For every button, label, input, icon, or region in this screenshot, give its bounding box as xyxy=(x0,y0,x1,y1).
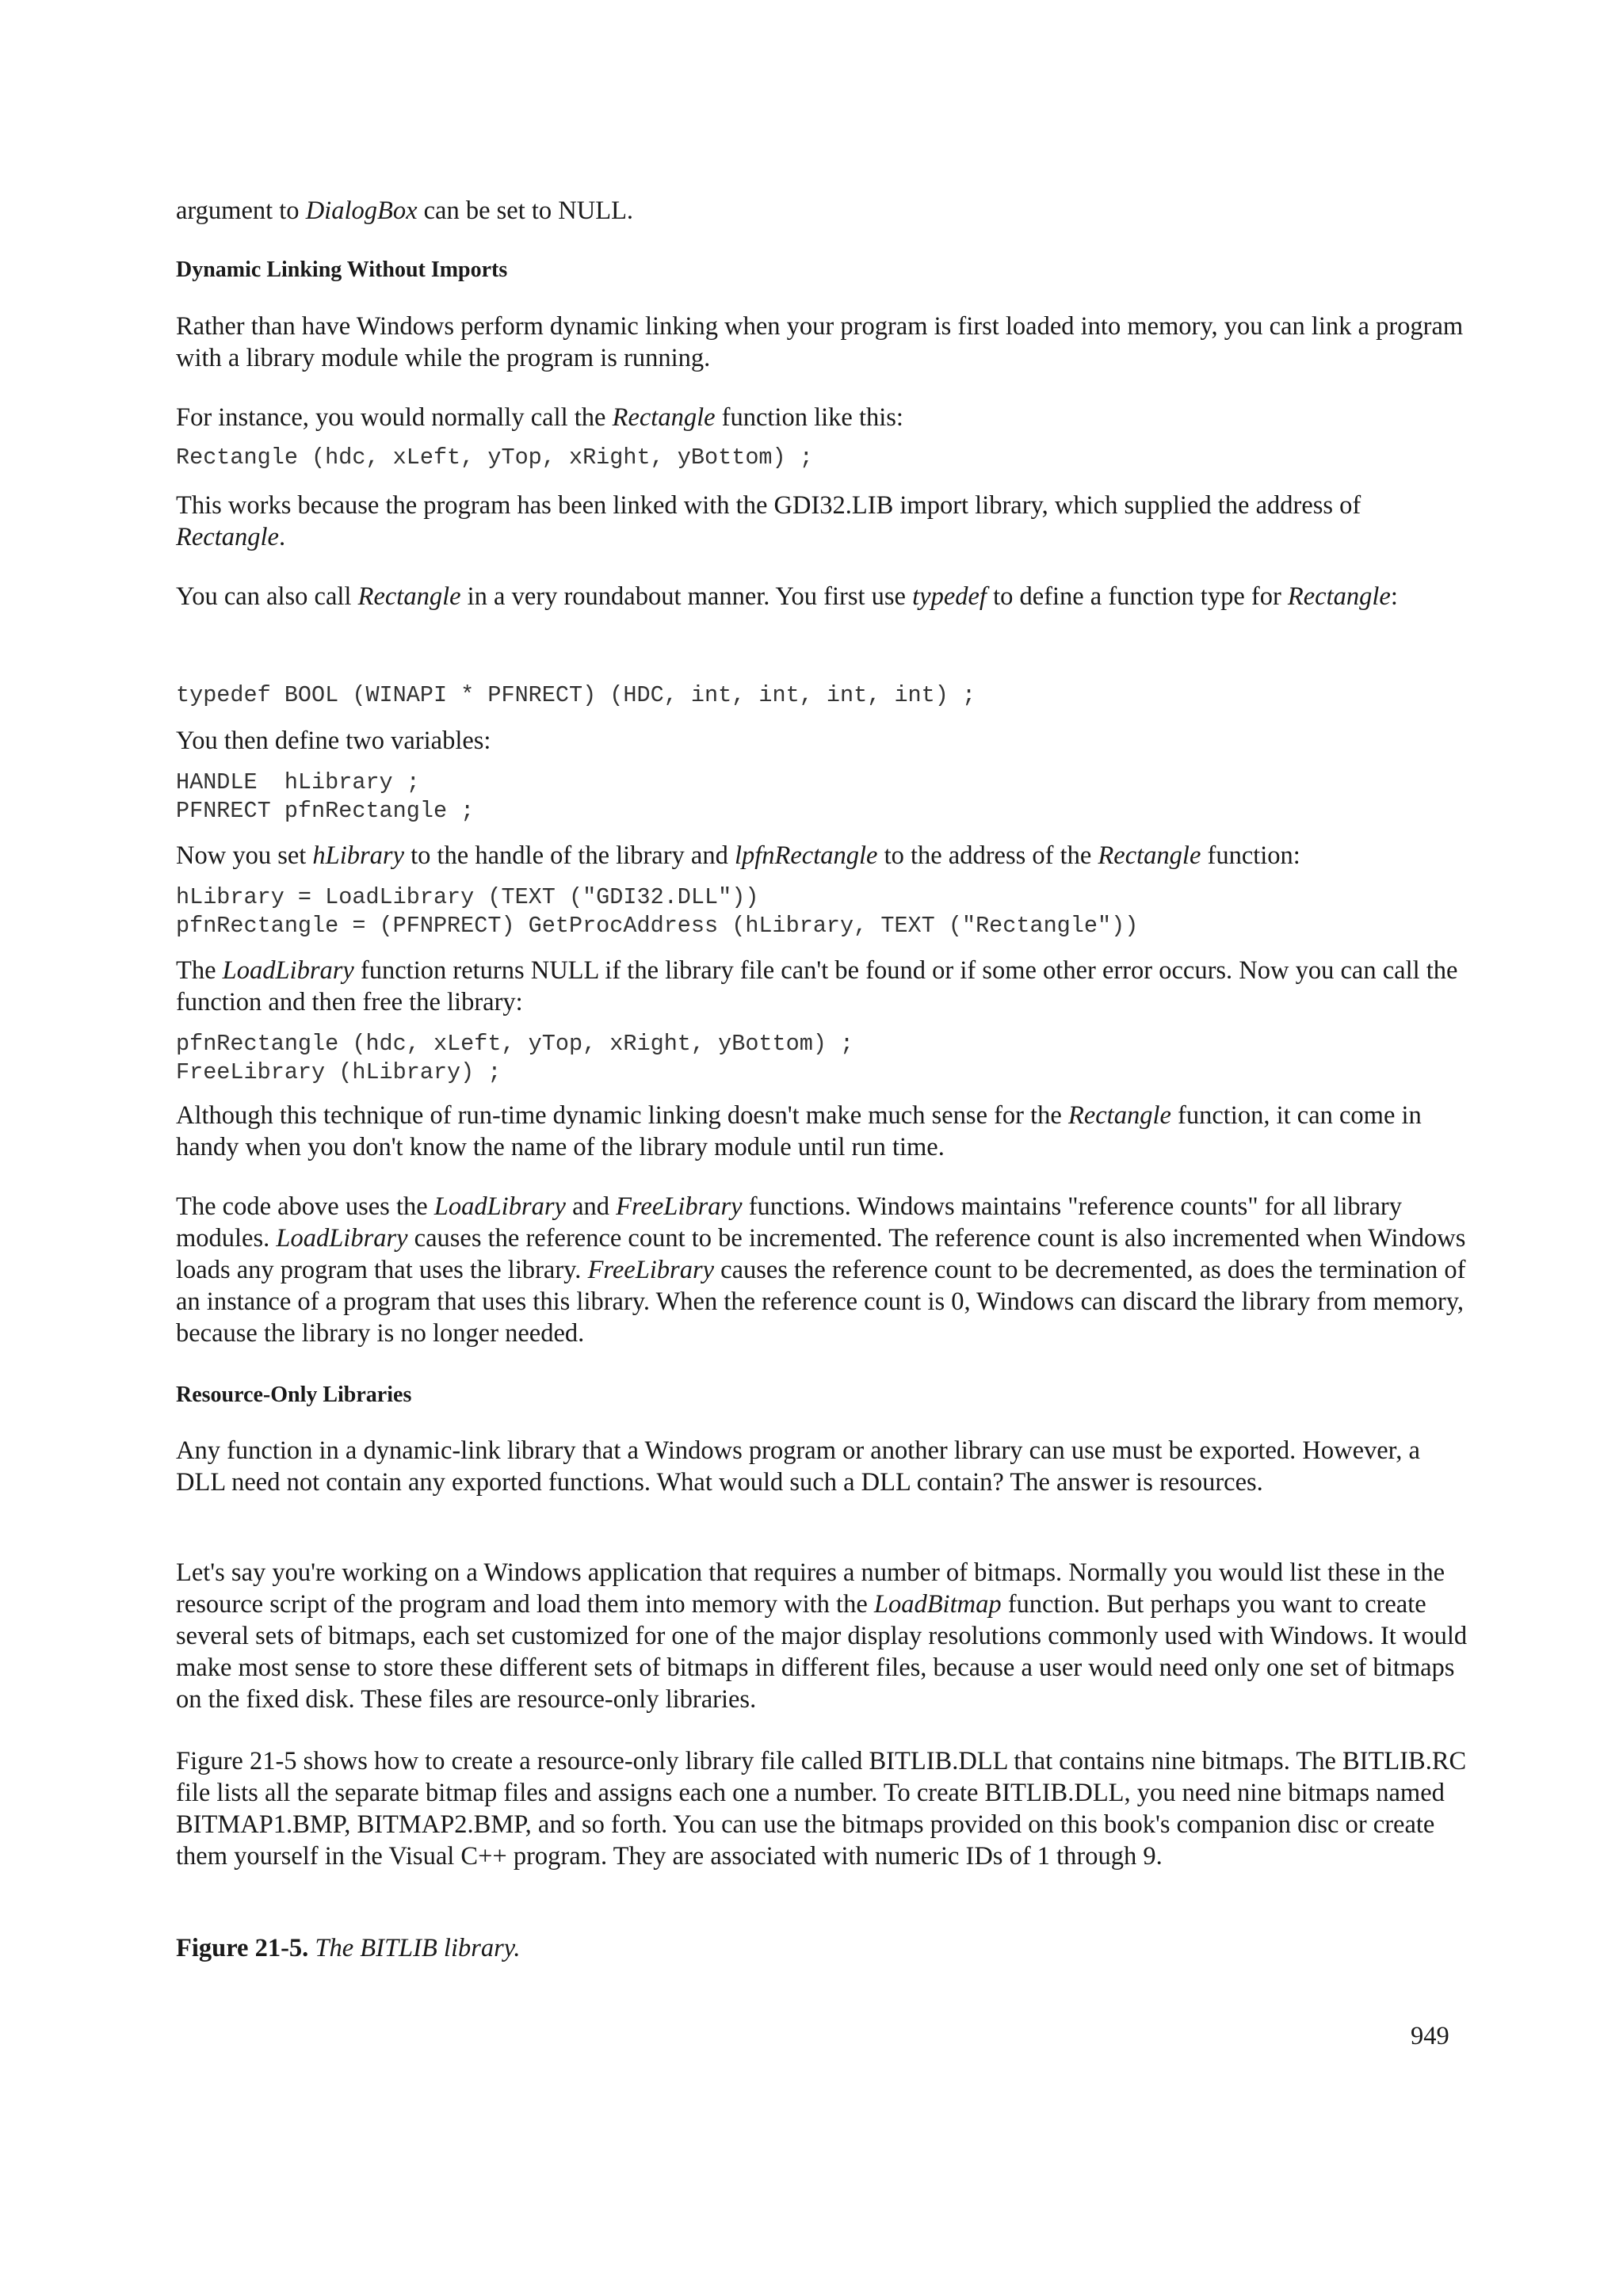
paragraph-import-library: This works because the program has been linked with the GDI32.LIB import library, which supplied the address of Rectangle. xyxy=(176,491,1361,551)
paragraph-dialogbox: argument to DialogBox can be set to NULL. xyxy=(176,196,634,225)
paragraph-figure-description: Figure 21-5 shows how to create a resource-only library file called BITLIB.DLL that contains nine bitmaps. The BITLIB.RC file lists all the separate bitmap files and assigns each one a number. To create BITLIB.DLL, you need nine bitmaps named BITMAP1.BMP, BITMAP2.BMP, and so forth. You can use the bitmaps provided on this book's companion disc or create them yourself in the Visual C++ program. They are associated with numeric IDs of 1 through 9. xyxy=(176,1747,1467,1871)
code-rectangle: Rectangle (hdc, xLeft, yTop, xRight, yBottom) ; xyxy=(176,444,813,471)
code-variables: HANDLE hLibrary ; PFNRECT pfnRectangle ; xyxy=(176,769,475,824)
paragraph-exported-functions: Any function in a dynamic-link library that a Windows program or another library can use must be exported. However, a DLL need not contain any exported functions. What would such a DLL contain? The answer is resources. xyxy=(176,1436,1420,1497)
heading-dynamic-linking: Dynamic Linking Without Imports xyxy=(176,257,508,282)
paragraph-rectangle-call: For instance, you would normally call the Rectangle function like this: xyxy=(176,403,903,432)
paragraph-roundabout: You can also call Rectangle in a very roundabout manner. You first use typedef to define a function type for Rectangle: xyxy=(176,582,1398,611)
code-typedef: typedef BOOL (WINAPI * PFNRECT) (HDC, int, int, int, int) ; xyxy=(176,682,976,708)
code-loadlibrary: hLibrary = LoadLibrary (TEXT ("GDI32.DLL")) pfnRectangle = (PFNPRECT) GetProcAddress (hLibrary, TEXT ("Rectangle")) xyxy=(176,884,1139,939)
paragraph-bitmaps: Let's say you're working on a Windows application that requires a number of bitmaps. Normally you would list these in the resource script of the program and load them into memory with the LoadBitmap function. But perhaps you want to create several sets of bitmaps, each set customized for one of the major display resolutions commonly used with Windows. It would make most sense to store these different sets of bitmaps in different files, because a user would need only one set of bitmaps on the fixed disk. These files are resource-only libraries. xyxy=(176,1558,1468,1714)
paragraph-reference-counts: The code above uses the LoadLibrary and FreeLibrary functions. Windows maintains "reference counts" for all library modules. LoadLibrary causes the reference count to be incremented. The reference count is also incremented when Windows loads any program that uses the library. FreeLibrary causes the reference count to be decremented, as does the termination of an instance of a program that uses this library. When the reference count is 0, Windows can discard the library from memory, because the library is no longer needed. xyxy=(176,1192,1466,1348)
paragraph-loadlibrary-null: The LoadLibrary function returns NULL if the library file can't be found or if some other error occurs. Now you can call the function and then free the library: xyxy=(176,956,1458,1016)
paragraph-runtime-linking: Rather than have Windows perform dynamic linking when your program is first loaded into memory, you can link a program with a library module while the program is running. xyxy=(176,312,1464,372)
heading-resource-only: Resource-Only Libraries xyxy=(176,1383,412,1407)
paragraph-set-library: Now you set hLibrary to the handle of the library and lpfnRectangle to the address of the Rectangle function: xyxy=(176,841,1300,870)
paragraph-runtime-technique: Although this technique of run-time dynamic linking doesn't make much sense for the Rectangle function, it can come in handy when you don't know the name of the library module until run time. xyxy=(176,1101,1422,1161)
paragraph-two-variables: You then define two variables: xyxy=(176,727,491,755)
code-call-free: pfnRectangle (hdc, xLeft, yTop, xRight, yBottom) ; FreeLibrary (hLibrary) ; xyxy=(176,1031,854,1085)
figure-caption: Figure 21-5. The BITLIB library. xyxy=(176,1934,521,1962)
page-number: 949 xyxy=(1411,2022,1449,2050)
